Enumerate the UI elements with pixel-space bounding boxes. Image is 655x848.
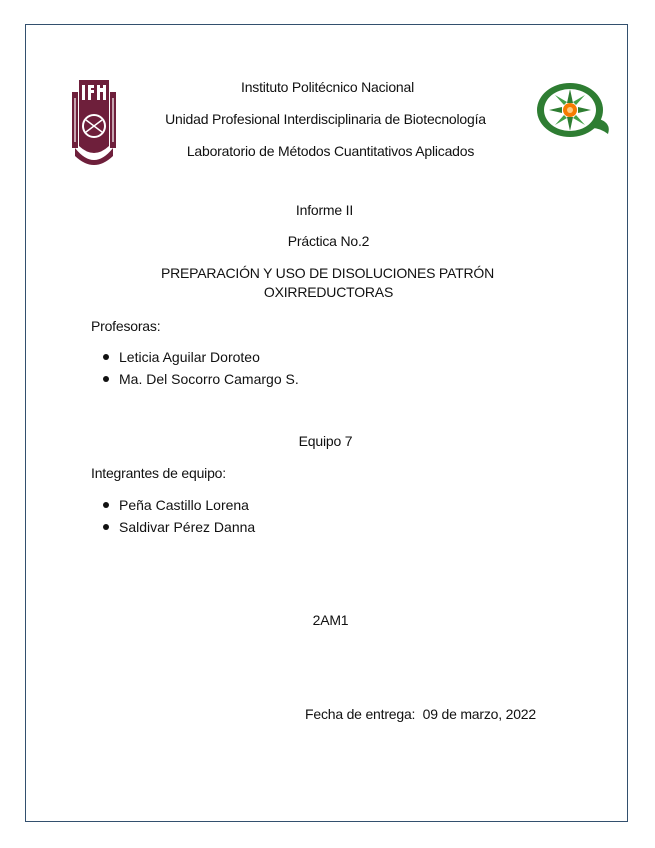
subject-line-2: OXIRREDUCTORAS	[263, 284, 394, 300]
list-item	[103, 370, 299, 392]
group-code: 2AM1	[312, 612, 349, 628]
teachers-label: Profesoras:	[91, 318, 161, 334]
teacher-name: Leticia Aguilar Doroteo	[119, 349, 260, 365]
delivery-label: Fecha de entrega:	[305, 706, 416, 722]
member-name: Saldivar Pérez Danna	[119, 519, 256, 535]
member-name: Peña Castillo Lorena	[119, 497, 249, 513]
lab-name: Laboratorio de Métodos Cuantitativos Aplicados	[186, 143, 475, 159]
team-label: Equipo 7	[298, 433, 353, 449]
unit-name: Unidad Profesional Interdisciplinaria de Biotecnología	[165, 111, 486, 127]
institution-name: Instituto Politécnico Nacional	[241, 79, 414, 95]
list-item	[103, 496, 255, 518]
list-item	[103, 518, 255, 540]
practice-number: Práctica No.2	[287, 233, 370, 249]
bullet-icon	[103, 354, 109, 360]
delivery-date-line	[305, 705, 536, 723]
bullet-icon	[103, 524, 109, 530]
report-title: Informe II	[295, 202, 354, 218]
subject-line-1: PREPARACIÓN Y USO DE DISOLUCIONES PATRÓN	[161, 265, 494, 281]
members-list	[103, 496, 255, 540]
teachers-list	[103, 348, 299, 392]
list-item	[103, 348, 299, 370]
bullet-icon	[103, 376, 109, 382]
bullet-icon	[103, 502, 109, 508]
delivery-date: 09 de marzo, 2022	[422, 706, 536, 722]
teacher-name: Ma. Del Socorro Camargo S.	[119, 371, 299, 387]
members-label: Integrantes de equipo:	[91, 465, 226, 481]
